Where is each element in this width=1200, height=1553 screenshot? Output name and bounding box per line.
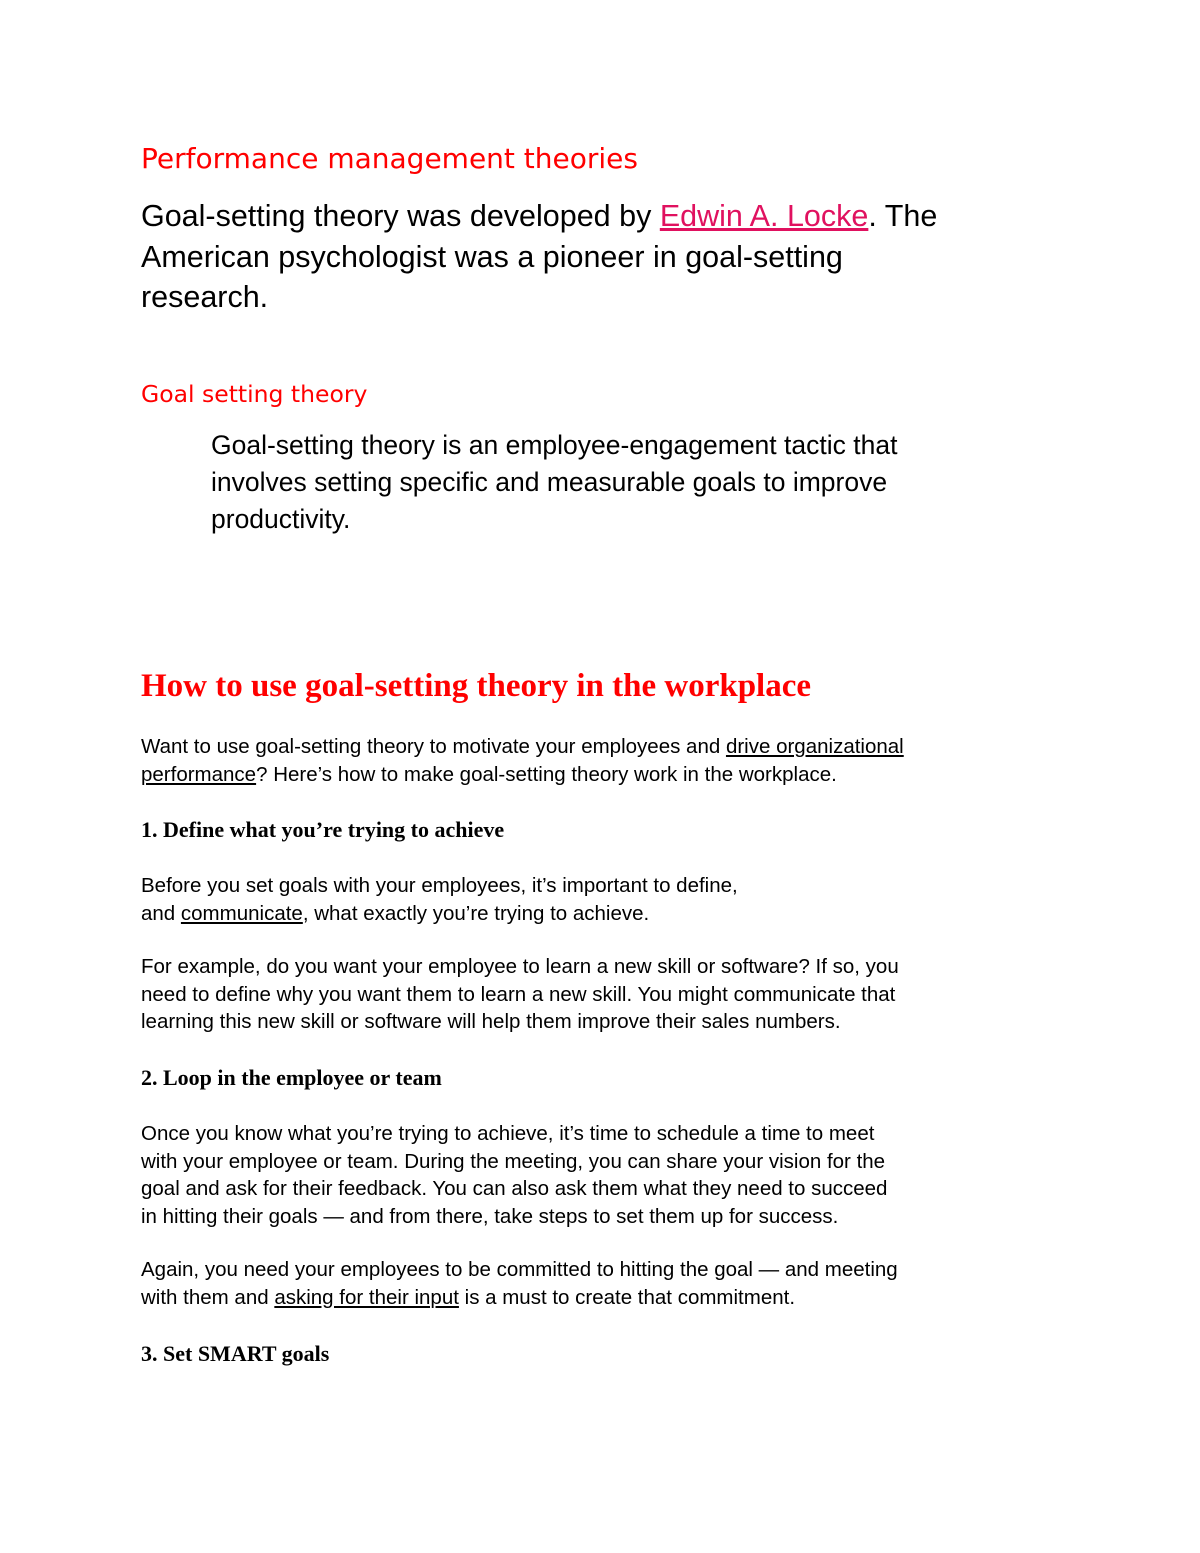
edwin-locke-link[interactable]: Edwin A. Locke bbox=[659, 199, 869, 233]
intro-line-2: American psychologist was a pioneer in goal-setting bbox=[141, 239, 843, 274]
step-2-p2-line-2: with them and asking for their input is a must to create that commitment. bbox=[141, 1285, 796, 1309]
definition-line-3: productivity. bbox=[211, 504, 351, 534]
intro-line-3: research. bbox=[141, 280, 269, 314]
drive-performance-link-cont[interactable]: performance bbox=[141, 762, 257, 786]
step-1-paragraph-1 bbox=[141, 872, 1081, 927]
step-2-p1-line-3: goal and ask for their feedback. You can also ask them what they need to succeed bbox=[141, 1177, 888, 1200]
definition-line-1: Goal-setting theory is an employee-engagement tactic that bbox=[211, 430, 898, 460]
step-2-heading: 2. Loop in the employee or team bbox=[141, 1065, 442, 1090]
step-1-p1-line-1: Before you set goals with your employees, it’s important to define, bbox=[141, 874, 738, 897]
step-2-p1-line-4: in hitting their goals — and from there, take steps to set them up for success. bbox=[141, 1204, 839, 1228]
step-1-p2-line-1: For example, do you want your employee to learn a new skill or software? If so, you bbox=[141, 955, 899, 978]
intro-paragraph bbox=[141, 196, 1101, 318]
heading-how-to-use: How to use goal-setting theory in the workplace bbox=[141, 668, 812, 704]
how-to-intro-line-2: performance? Here’s how to make goal-setting theory work in the workplace. bbox=[141, 762, 837, 786]
definition-paragraph bbox=[211, 427, 1071, 538]
heading-performance-management: Performance management theories bbox=[141, 142, 638, 175]
definition-line-2: involves setting specific and measurable goals to improve bbox=[211, 467, 888, 497]
asking-input-link[interactable]: asking for their input bbox=[274, 1285, 459, 1309]
step-2-paragraph-2 bbox=[141, 1256, 1081, 1311]
step-1-p2-line-3: learning this new skill or software will help them improve their sales numbers. bbox=[141, 1010, 841, 1033]
step-1-p2-line-2: need to define why you want them to learn a new skill. You might communicate that bbox=[141, 982, 896, 1006]
how-to-intro-paragraph bbox=[141, 733, 1081, 788]
communicate-link[interactable]: communicate bbox=[180, 901, 303, 925]
step-2-p1-line-1: Once you know what you’re trying to achieve, it’s time to schedule a time to meet bbox=[141, 1122, 875, 1145]
drive-performance-link[interactable]: drive organizational bbox=[725, 735, 904, 758]
step-1-paragraph-2 bbox=[141, 953, 1081, 1036]
step-2-paragraph-1 bbox=[141, 1120, 1081, 1230]
step-2-p1-line-2: with your employee or team. During the meeting, you can share your vision for the bbox=[141, 1149, 886, 1173]
step-1-p1-line-2: and communicate, what exactly you’re trying to achieve. bbox=[141, 901, 650, 925]
step-2-p2-line-1: Again, you need your employees to be committed to hitting the goal — and meeting bbox=[141, 1258, 898, 1281]
intro-line-1: Goal-setting theory was developed by Edwin A. Locke. The bbox=[141, 199, 938, 233]
step-3-heading: 3. Set SMART goals bbox=[141, 1341, 330, 1366]
how-to-intro-line-1: Want to use goal-setting theory to motivate your employees and drive organizational bbox=[141, 735, 904, 758]
heading-goal-setting-theory: Goal setting theory bbox=[141, 380, 368, 408]
step-1-heading: 1. Define what you’re trying to achieve bbox=[141, 817, 505, 842]
